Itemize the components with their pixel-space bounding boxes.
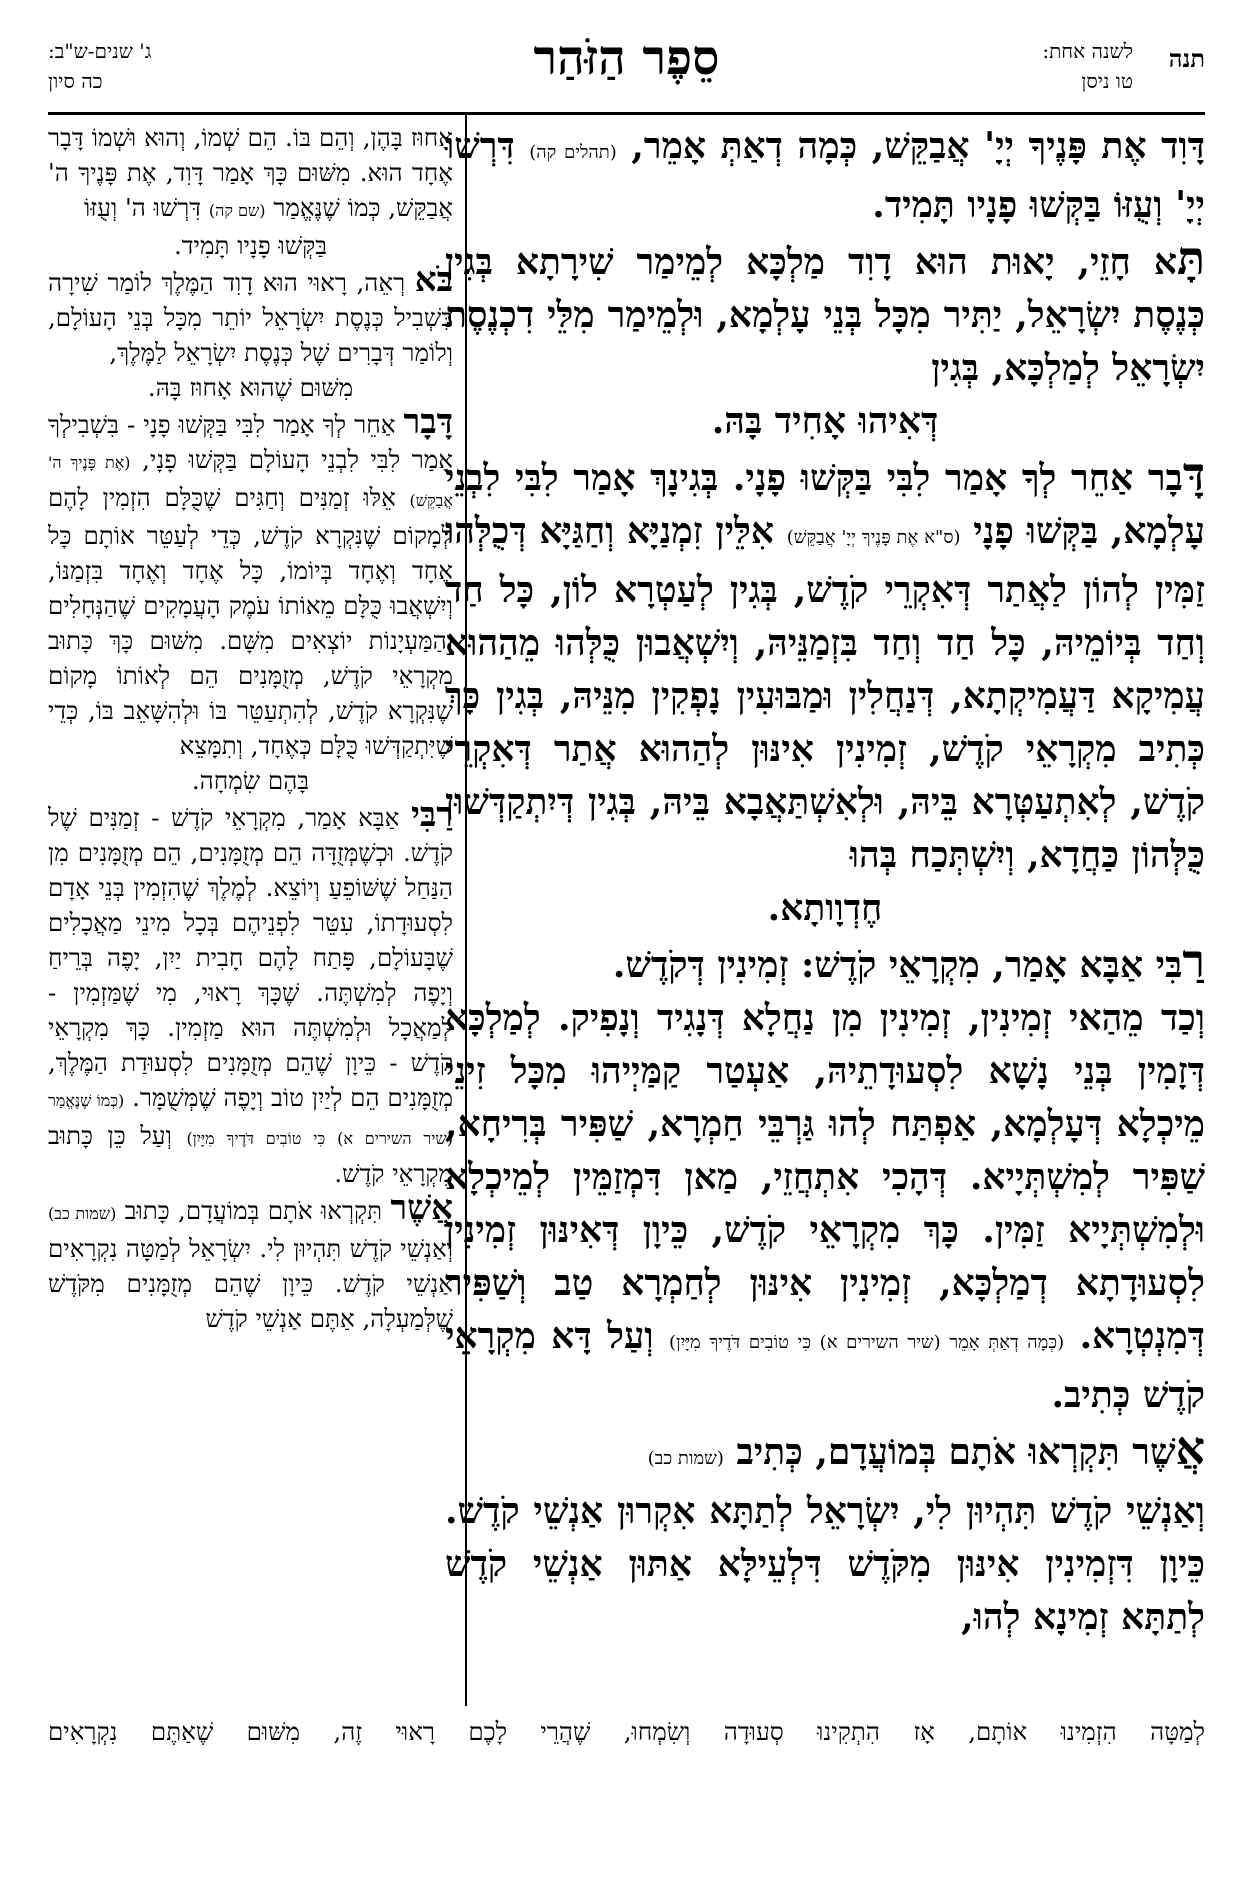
- schedule-one-year-date: טו ניסן: [1081, 69, 1133, 93]
- header-left-schedule: [48, 36, 151, 96]
- verse-reference: (כְּמוֹ שֶׁנֶּאֱמַר (שיר השירים א) כִּי טוֹבִים דֹּדֶיךָ מִיָּיִן): [48, 1091, 453, 1148]
- footer-continuation: לְמַטָּה הִזְמִינוּ אוֹתָם, אָז הִתְקִינוּ סְעוּדָה וְשִׂמְחוּ, שֶׁהֲרֵי לָכֶם רָאוּי זֶה, מִשּׁוּם שֶׁאַתֶּם נִקְרָאִים: [48, 1717, 1205, 1746]
- header-divider: [48, 112, 1205, 115]
- verse-reference: (כְּמָה דְאַתְּ אָמֵר (שיר השירים א) כִּי טוֹבִים דֹּדֶיךָ מִיָּיִן): [669, 1332, 1065, 1353]
- opening-word: אֲשֶׁר: [390, 1188, 453, 1228]
- verse-reference: (שמות כב): [48, 1204, 117, 1223]
- aramaic-paragraph: וְכַד מֵהַאי זְמִינִין, זְמִינִין מִן נַחֲלָא דְּנָגִיד וְנָפִיק. לְמַלְכָּא דְּזָמִין בְּנֵי נָשָׁא לִסְעוּדָתֵיהּ, אַעְטַר קַמַּיְיהוּ מִכָּל זִינֵי מֵיכְלָא דְּעָלְמָא, אַפְתַּח לְהוּ גַּרְבֵּי חַמְרָא, שַׁפִּיר בְּרִיחָא, שַׁפִּיר לְמִשְׁתְּיָיא. דְּהָכִי אִתְחֲזֵי, מַאן דִּמְזַמֵּין לְמֵיכְלָא וּלְמִשְׁתְּיָיא זַמִּין. כָּךְ מִקְרָאֵי קֹדֶשׁ, כֵּיוָן דְּאִינּוּן זְמִינִין לִסְעוּדָתָא דְמַלְכָּא, זְמִינִין אִינּוּן לְחַמְרָא טַב וְשַׁפִּיר דְּמִנְטְרָא. (כְּמָה דְאַתְּ אָמֵר (שיר השירים א) כִּי טוֹבִים דֹּדֶיךָ מִיָּיִן) וְעַל דָּא מִקְרָאֵי קֹדֶשׁ כְּתִיב.: [445, 997, 1205, 1416]
- drop-letter: דָּ: [1182, 447, 1205, 501]
- paragraph-ending: בָּהֶם שִׂמְחָה.: [191, 766, 310, 795]
- translation-paragraph: אֲשֶׁר תִּקְרְאוּ אֹתָם בְּמוֹעֲדָם, כָּתוּב (שמות כב) וְאַנְשֵׁי קֹדֶשׁ תִּהְיוּן לִי. יִשְׂרָאֵל לְמַטָּה נִקְרָאִים אַנְשֵׁי קֹדֶשׁ. כֵּיוָן שֶׁהֵם מְזֻמָּנִים מִקֹּדֶשׁ שֶׁלְּמַעְלָה, אַתֶּם אַנְשֵׁי קֹדֶשׁ: [48, 1188, 453, 1333]
- opening-word: רַבִּי: [410, 795, 453, 835]
- aramaic-paragraph: דָּוִד אֶת פָּנֶיךָ יְיָ' אֲבַקֵּשׁ, כְּמָה דְאַתְּ אָמֵר, (תהלים קה) דִּרְשׁוּ יְיָ' וְעֻזּוֹ בַּקְּשׁוּ פָנָיו תָּמִיד.: [445, 125, 1205, 226]
- aramaic-paragraph: דָּבָר אַחֵר לְךָ אָמַר לִבִּי בַּקְּשׁוּ פָנָי. בְּגִינָךְ אָמַר לִבִּי לִבְנֵי עָלְמָא, בַּקְּשׁוּ פָנָי (ס"א אֶת פָּנֶיךָ יְיָ' אֲבַקֵּשׁ) אִלֵּין זִמְנַיָּא וְחַגַּיָּא דְּכֻלְּהוּ זַמִּין לְהוֹן לַאֲתַר דְּאִקְרֵי קֹדֶשׁ, בְּגִין לְעַטְרָא לוֹן, כָּל חַד וְחַד בְּיוֹמֵיהּ, כָּל חַד וְחַד בִּזְמַנֵּיהּ, וְיִשְׁאֲבוּן כֻּלְּהוּ מֵהַהוּא עֲמִיקָא דַּעֲמִיקְתָא, דְּנַחֲלִין וּמַבּוּעִין נָפְקִין מִנֵּיהּ, בְּגִין כָּךְ כְּתִיב מִקְרָאֵי קֹדֶשׁ, זְמִינִין אִינּוּן לְהַהוּא אֲתַר דְּאִקְרֵי קֹדֶשׁ, לְאִתְעַטְּרָא בֵּיהּ, וּלְאִשְׁתַּאֲבָא בֵּיהּ, בְּגִין דְּיִתְקַדְּשׁוּן כֻּלְּהוֹן כַּחֲדָא, וְיִשְׁתְּכַח בְּהוּ: [445, 447, 1205, 876]
- verse-reference: (שם קה): [208, 201, 266, 220]
- paragraph-ending: דְּאִיהוּ אָחִיד בָּהּ.: [711, 400, 939, 442]
- opening-word: דָּבָר: [403, 402, 453, 442]
- aramaic-paragraph: רַבִּי אַבָּא אָמַר, מִקְרָאֵי קֹדֶשׁ: זְמִינִין דְּקֹדֶשׁ.: [612, 934, 1205, 988]
- verse-reference: (תהלים קה): [529, 142, 617, 163]
- translation-paragraph: רַבִּי אַבָּא אָמַר, מִקְרָאֵי קֹדֶשׁ - זְמַנִּים שֶׁל קֹדֶשׁ. וּכְשֶׁמְּזֻדָּה הֵם מְזֻמָּנִים, הֵם מְזֻמָּנִים מִן הַנַּחַל שֶׁשּׁוֹפֵעַ וְיוֹצֵא. לְמֶלֶךְ שֶׁהִזְמִין בְּנֵי אָדָם לִסְעוּדָתוֹ, עִטֵּר לִפְנֵיהֶם בְּכָל מִינֵי מַאֲכָלִים שֶׁבָּעוֹלָם, פָּתַח לָהֶם חָבִית יַיִן, יָפֶה בְּרֵיחַ וְיָפֶה לְמִשְׁתֶּה. שֶׁכָּךְ רָאוּי, מִי שֶׁמַּזְמִין - לְמַאֲכָל וּלְמִשְׁתֶּה הוּא מַזְמִין. כָּךְ מִקְרָאֵי קֹדֶשׁ - כֵּיוָן שֶׁהֵם מְזֻמָּנִים לִסְעוּדַת הַמֶּלֶךְ, מְזֻמָּנִים הֵם לְיַיִן טוֹב וְיָפֶה שֶׁמְּשֻׁמָּר. (כְּמוֹ שֶׁנֶּאֱמַר (שיר השירים א) כִּי טוֹבִים דֹּדֶיךָ מִיָּיִן) וְעַל כֵּן כָּתוּב מִקְרָאֵי קֹדֶשׁ.: [48, 795, 453, 1188]
- variant-reference: (ס"א אֶת פָּנֶיךָ יְיָ' אֲבַקֵּשׁ): [786, 527, 961, 548]
- drop-letter: אֲ: [1175, 1421, 1205, 1475]
- drop-letter: רַ: [1182, 934, 1205, 988]
- translation-paragraph: בֹּא רְאֵה, רָאוּי הוּא דָוִד הַמֶּלֶךְ לוֹמַר שִׁירָה בִּשְׁבִיל כְּנֶסֶת יִשְׂרָאֵל יוֹתֵר מִכָּל בְּנֵי הָעוֹלָם, וְלוֹמַר דְּבָרִים שֶׁל כְּנֶסֶת יִשְׂרָאֵל לַמֶּלֶךְ,: [48, 260, 453, 367]
- translation-paragraph: דָּבָר אַחֵר לְךָ אָמַר לִבִּי בַּקְּשׁוּ פָנָי - בִּשְׁבִילְךָ אָמַר לִבִּי לִבְנֵי הָעוֹלָם בַּקְּשׁוּ פָנָי, (אֶת פָּנֶיךָ ה' אֲבַקֵּשׁ) אֵלּוּ זְמַנִּים וְחַגִּים שֶׁכֻּלָּם הִזְמִין לָהֶם לְמָקוֹם שֶׁנִּקְרָא קֹדֶשׁ, כְּדֵי לְעַטֵּר אוֹתָם כָּל אֶחָד וְאֶחָד בְּיוֹמוֹ, כָּל אֶחָד וְאֶחָד בִּזְמַנּוֹ, וְיִשְׁאֲבוּ כֻּלָּם מֵאוֹתוֹ עֹמֶק הָעֲמָקִים שֶׁהַנְּחָלִים וְהַמַּעְיָנוֹת יוֹצְאִים מִשָּׁם. מִשּׁוּם כָּךְ כָּתוּב מִקְרָאֵי קֹדֶשׁ, מְזֻמָּנִים הֵם לְאוֹתוֹ מָקוֹם שֶׁנִּקְרָא קֹדֶשׁ, לְהִתְעַטֵּר בּוֹ וּלְהִשָּׁאֵב בּוֹ, כְּדֵי שֶׁיִּתְקַדְּשׁוּ כֻּלָּם כְּאֶחָד, וְתִמָּצֵא: [48, 402, 453, 760]
- verse-reference: (שמות כב): [647, 1448, 724, 1469]
- opening-word: בֹּא: [414, 260, 453, 300]
- schedule-three-years-date: כה סיון: [48, 69, 103, 93]
- book-title: סֵפֶר הַזֹּהַר: [533, 30, 720, 86]
- paragraph-ending: מִשּׁוּם שֶׁהוּא אָחוּז בָּהּ.: [147, 373, 354, 402]
- aramaic-paragraph: תָּא חָזֵי, יָאוּת הוּא דָוִד מַלְכָּא לְמֵימַר שִׁירָתָא בְּגִין כְּנֶסֶת יִשְׂרָאֵל, יַתִּיר מִכָּל בְּנֵי עָלְמָא, וּלְמֵימַר מִלֵּי דִכְנֶסֶת יִשְׂרָאֵל לְמַלְכָּא, בְּגִין: [445, 231, 1205, 389]
- paragraph-ending: חֶדְוָותָא.: [767, 887, 883, 929]
- paragraph-ending: בַּקְּשׁוּ פָנָיו תָּמִיד.: [173, 231, 328, 260]
- folio-number: תנה: [1168, 44, 1205, 73]
- page-header: [48, 30, 1205, 108]
- hebrew-translation-column: [48, 120, 453, 1710]
- aramaic-text-column: [445, 120, 1205, 1710]
- translation-paragraph: אָחוּז בָּהֶן, וְהֵם בּוֹ. הֵם שְׁמוֹ, וְהוּא וּשְׁמוֹ דָּבָר אֶחָד הוּא. מִשּׁוּם כָּךְ אָמַר דָּוִד, אֶת פָּנֶיךָ ה' אֲבַקֵּשׁ, כְּמוֹ שֶׁנֶּאֱמַר (שם קה) דִּרְשׁוּ ה' וְעֻזּוֹ: [48, 123, 453, 222]
- aramaic-paragraph: אֲשֶׁר תִּקְרְאוּ אֹתָם בְּמוֹעֲדָם, כְּתִיב (שמות כב): [647, 1421, 1205, 1475]
- schedule-one-year: לשנה אחת:: [1042, 39, 1133, 63]
- schedule-three-years: ג' שנים-ש"ב:: [48, 39, 152, 63]
- verse-reference: (אֶת פָּנֶיךָ ה' אֲבַקֵּשׁ): [48, 453, 453, 510]
- aramaic-paragraph: וְאַנְשֵׁי קֹדֶשׁ תִּהְיוּן לִי, יִשְׂרָאֵל לְתַתָּא אִקְרוּן אַנְשֵׁי קֹדֶשׁ. כֵּיוָן דִּזְמִינִין אִינּוּן מִקֹּדֶשׁ דִּלְעֵילָּא אַתּוּן אַנְשֵׁי קֹדֶשׁ לְתַתָּא זְמִינָא לְהוּ,: [445, 1490, 1205, 1638]
- drop-letter: תָּ: [1176, 231, 1205, 285]
